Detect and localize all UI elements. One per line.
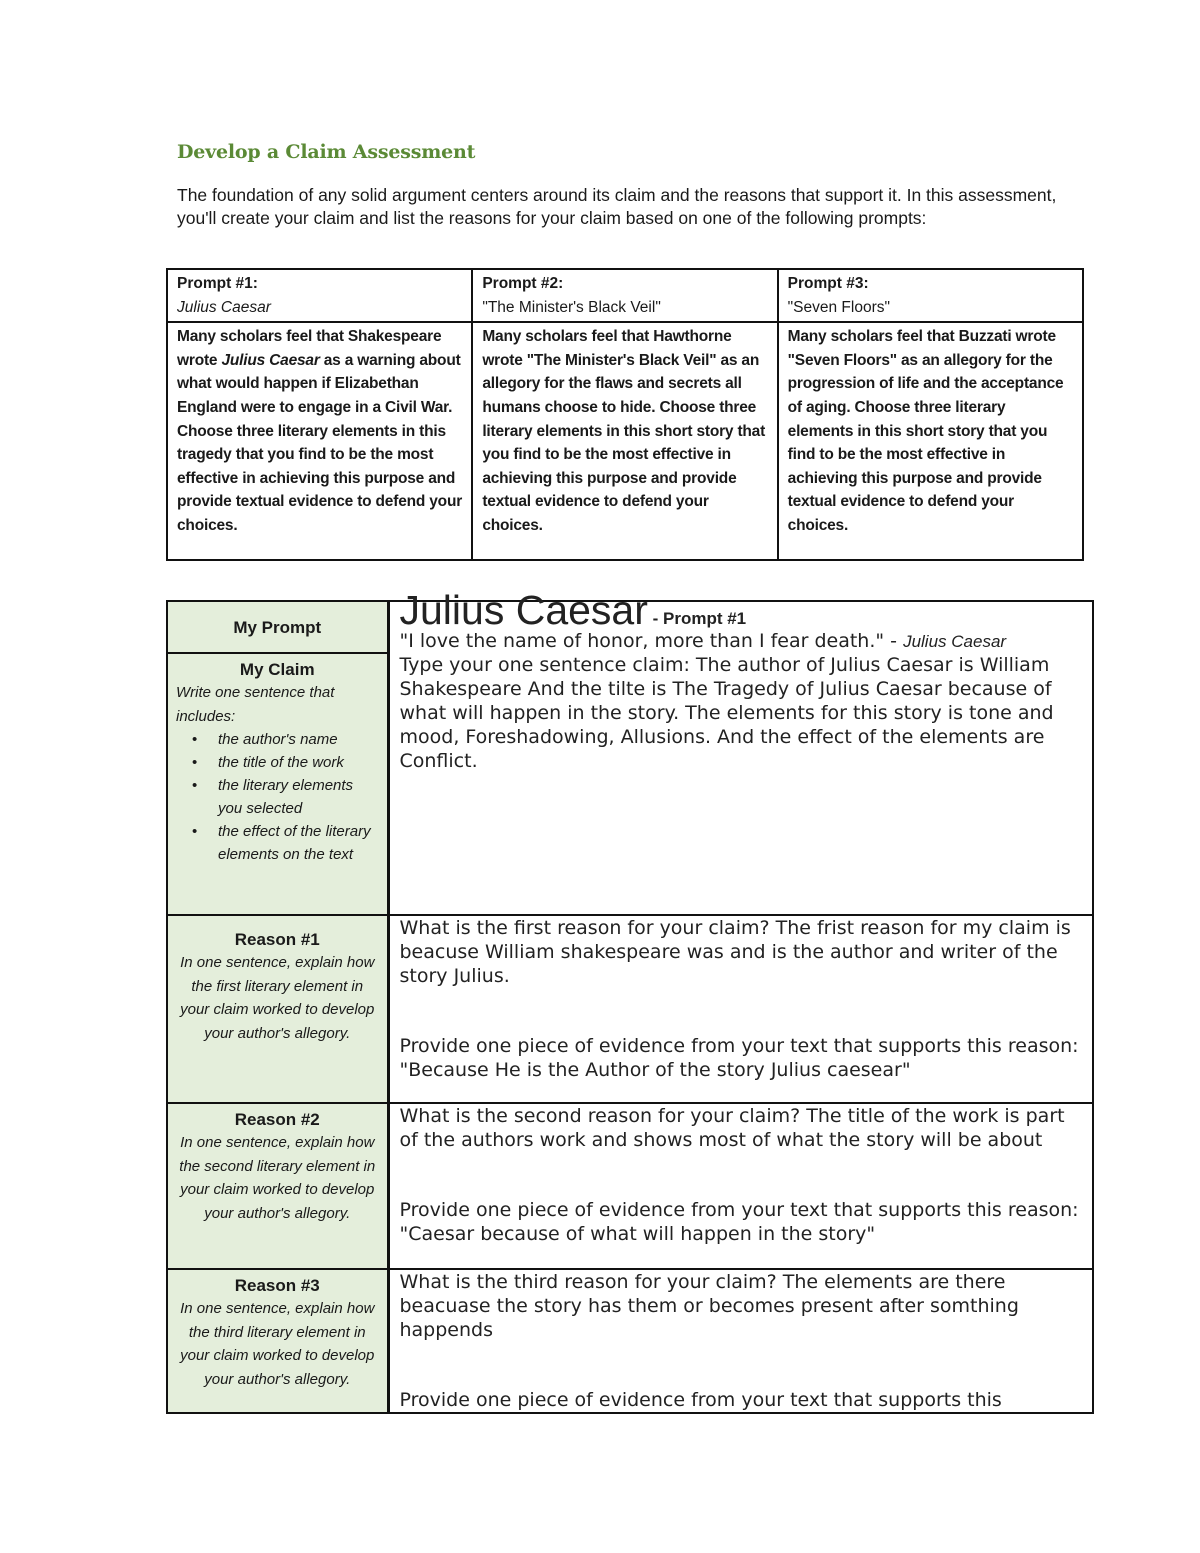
intro-paragraph: The foundation of any solid argument centers around its claim and the reasons that support it. In this assessment, you'll create your claim and list the reasons for your claim based on one of the following prompts: xyxy=(177,185,1057,228)
reason-1-field[interactable] xyxy=(388,915,1093,1103)
reason-1-text: What is the first reason for your claim? The frist reason for my claim is beacuse William shakespeare was and is the author and writer of the story Julius. xyxy=(399,917,1071,987)
prompt-label: Prompt #1: xyxy=(177,275,258,292)
my-prompt-cell[interactable] xyxy=(388,587,1093,653)
my-claim-label: My Claim xyxy=(239,660,315,679)
reason-3-label: Reason #3 xyxy=(234,1276,320,1295)
reason-2-label: Reason #2 xyxy=(234,1110,320,1129)
prompt-2-body: Many scholars feel that Hawthorne wrote "The Minister's Black Veil" as an allegory for the flaws and secrets all humans choose to hide. Choose three literary elements in this short story that you find to be the most effective in achieving this purpose and provide textual evidence to defend your choices. xyxy=(472,322,777,560)
prompts-table xyxy=(166,268,1084,561)
list-item: • the author's name xyxy=(186,728,379,751)
prompt-work: "Seven Floors" xyxy=(787,298,890,316)
reason-3-label-cell xyxy=(167,1269,388,1413)
reason-2-label-cell xyxy=(167,1103,388,1269)
reason-1-hint: In one sentence, explain how the first literary element in your claim worked to develop your author's allegory. xyxy=(180,954,375,1042)
reason-1-label-cell xyxy=(167,915,388,1103)
reason-1-evidence: Provide one piece of evidence from your text that supports this reason: "Because He is the Author of the story Julius caesear" xyxy=(399,1035,1079,1081)
prompt-2-header xyxy=(472,269,777,322)
prompt-title: Julius Caesar xyxy=(399,587,648,633)
prompt-3-header xyxy=(778,269,1083,322)
reason-3-hint: In one sentence, explain how the third literary element in your claim worked to develop your author's allegory. xyxy=(180,1300,375,1388)
claim-checklist xyxy=(186,728,379,866)
prompt-label: Prompt #3: xyxy=(787,275,869,292)
claim-answer: Type your one sentence claim: The author of Julius Caesar is William Shakespeare And the tilte is The Tragedy of Julius Caesar because of what will happen in the story. The elements for this story is tone and mood, Foreshadowing, Allusions. And the effect of the elements are Conflict. xyxy=(399,654,1054,772)
my-claim-hint: Write one sentence that includes: xyxy=(176,684,335,725)
reason-3-evidence: Provide one piece of evidence from your text that supports this xyxy=(399,1389,1002,1411)
page-title: Develop a Claim Assessment xyxy=(177,141,476,163)
claim-answer-field[interactable] xyxy=(388,653,1093,915)
prompt-work: Julius Caesar xyxy=(177,298,271,316)
prompt-3-body: Many scholars feel that Buzzati wrote "Seven Floors" as an allegory for the progression of life and the acceptance of aging. Choose three literary elements in this short story that you find to be the most effective in achieving this purpose and provide textual evidence to defend your choices. xyxy=(778,322,1083,560)
reason-3-text: What is the third reason for your claim? The elements are there beacuase the story has them or becomes present after somthing happends xyxy=(399,1271,1019,1341)
prompt-work: "The Minister's Black Veil" xyxy=(482,298,661,316)
my-prompt-label: My Prompt xyxy=(233,618,322,637)
reason-2-text: What is the second reason for your claim? The title of the work is part of the authors work and shows most of what the story will be about xyxy=(399,1105,1065,1151)
claim-table xyxy=(166,587,1094,1414)
list-item: • the title of the work xyxy=(186,751,379,774)
list-item: • the effect of the literary elements on the text xyxy=(186,820,379,866)
reason-2-field[interactable] xyxy=(388,1103,1093,1269)
my-claim-label-cell xyxy=(167,653,388,915)
my-prompt-label-cell xyxy=(167,601,388,653)
reason-1-label: Reason #1 xyxy=(234,930,320,949)
reason-2-hint: In one sentence, explain how the second literary element in your claim worked to develop your author's allegory. xyxy=(179,1134,376,1222)
quote-author: Julius Caesar xyxy=(903,632,1007,651)
prompt-title-suffix: - Prompt #1 xyxy=(647,609,747,628)
prompt-label: Prompt #2: xyxy=(482,275,564,292)
reason-3-field[interactable] xyxy=(388,1269,1093,1413)
quote: "I love the name of honor, more than I fear death." - xyxy=(399,630,904,652)
list-item: • the literary elements you selected xyxy=(186,774,379,820)
prompt-1-header xyxy=(167,269,472,322)
prompt-1-body: Many scholars feel that Shakespeare wrote Julius Caesar as a warning about what would happen if Elizabethan England were to engage in a Civil War. Choose three literary elements in this tragedy that you find to be the most effective in achieving this purpose and provide textual evidence to defend your choices. xyxy=(177,328,463,534)
reason-2-evidence: Provide one piece of evidence from your text that supports this reason: "Caesar because of what will happen in the story" xyxy=(399,1199,1079,1245)
